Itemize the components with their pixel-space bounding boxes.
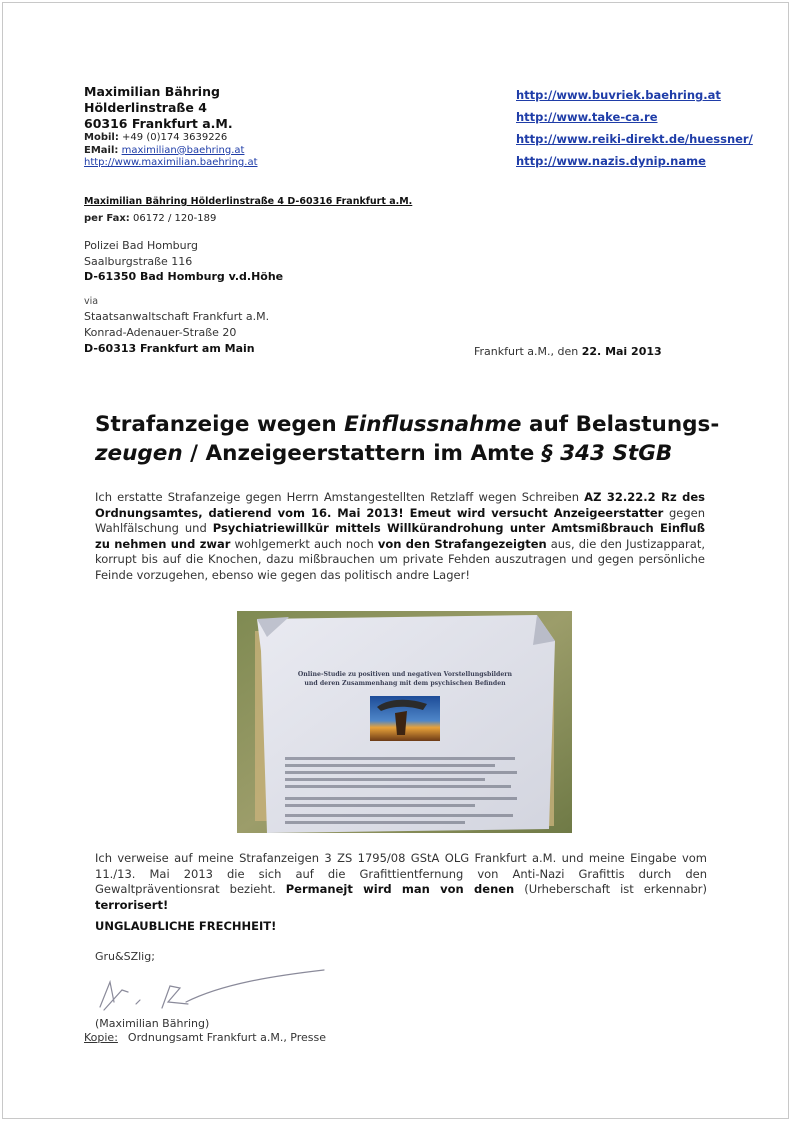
shout-line: UNGLAUBLICHE FRECHHEIT!	[95, 919, 277, 933]
recipient-line-2: Saalburgstraße 116	[84, 254, 193, 268]
title-line-1	[95, 410, 719, 439]
body-seg-1: Ich erstatte Strafanzeige gegen Herrn Amstangestellten Retzlaff wegen Schreiben	[95, 490, 585, 504]
date-line	[474, 345, 662, 358]
link-list	[516, 84, 753, 172]
email-link[interactable]: maximilian@baehring.at	[121, 144, 245, 156]
sender-email-line	[84, 145, 258, 158]
fax-line	[84, 213, 216, 224]
body-seg-2: AZ 32.22.2 Rz des Ordnungsamtes, datierend vom 16. Mai 2013! Emeut wird versucht Anzeigeerstatter	[95, 490, 705, 520]
signature-name: (Maximilian Bähring)	[95, 1017, 210, 1030]
fax-number: 06172 / 120-189	[132, 213, 217, 224]
title-part-5: / Anzeigeerstattern im Amte	[182, 441, 542, 466]
link-buvriek[interactable]: http://www.buvriek.baehring.at	[516, 88, 721, 102]
flyer-photo	[237, 611, 572, 833]
body-paragraph	[95, 490, 705, 583]
sender-block	[84, 84, 258, 170]
body-seg-7: aus, die den Justizapparat, korrupt bis auf die Knochen, dazu mißbrauchen um private Fehden auszutragen und gegen persönliche Feinde vorzugehen, ebenso wie gegen das politisch andre Lager!	[95, 536, 705, 582]
photo-title-line-2: und deren Zusammenhang mit dem psychischen Befinden	[304, 680, 506, 687]
via-line-3: D-60313 Frankfurt am Main	[84, 342, 255, 355]
fax-label: per Fax:	[84, 213, 130, 224]
mobile-label: Mobil:	[84, 132, 119, 143]
title-part-3: auf Belastungs-	[521, 412, 720, 437]
recipient-line-3: D-61350 Bad Homburg v.d.Höhe	[84, 270, 284, 283]
body2-seg-2: Permanejt wird man von denen	[285, 882, 515, 896]
photo-title-line-1: Online-Studie zu positiven und negativen Vorstellungsbildern	[297, 671, 513, 678]
website-link[interactable]: http://www.maximilian.baehring.at	[84, 157, 258, 168]
body-seg-5: wohlgemerkt auch noch	[230, 536, 378, 551]
via-block	[84, 309, 269, 357]
title-part-2: Einflussnahme	[344, 412, 522, 437]
title-line-2	[95, 439, 719, 468]
date-prefix: Frankfurt a.M., den	[474, 345, 582, 358]
handwritten-signature	[92, 962, 332, 1022]
recipient-block	[84, 238, 283, 285]
title-part-6: § 343 StGB	[541, 441, 673, 466]
body2-seg-3: (Urheberschaft ist erkennabr)	[514, 882, 707, 896]
link-nazis[interactable]: http://www.nazis.dynip.name	[516, 154, 706, 168]
flyer-photo-graphic	[237, 611, 572, 833]
link-take-care[interactable]: http://www.take-ca.re	[516, 110, 658, 124]
sender-website-line	[84, 157, 258, 170]
sender-mobile-line	[84, 132, 258, 145]
body-paragraph-2	[95, 851, 707, 913]
via-line-2: Konrad-Adenauer-Straße 20	[84, 326, 237, 339]
return-address: Maximilian Bähring Hölderlinstraße 4 D-60316 Frankfurt a.M.	[84, 196, 413, 207]
mobile-number: +49 (0)174 3639226	[122, 132, 228, 143]
document-title	[95, 410, 719, 468]
via-label: via	[84, 296, 99, 307]
copy-label: Kopie:	[84, 1031, 118, 1044]
via-line-1: Staatsanwaltschaft Frankfurt a.M.	[84, 310, 270, 323]
sender-name: Maximilian Bähring	[84, 84, 220, 99]
sender-street: Hölderlinstraße 4	[84, 100, 207, 115]
body-seg-6: von den Strafangezeigten	[377, 536, 547, 551]
body-seg-3: gegen Wahlfälschung und	[95, 505, 705, 535]
date-value: 22. Mai 2013	[581, 345, 662, 358]
title-part-1: Strafanzeige wegen	[95, 412, 345, 437]
copy-line	[84, 1031, 326, 1044]
title-part-4: zeugen	[95, 441, 183, 466]
body2-seg-1: Ich verweise auf meine Strafanzeigen 3 ZS 1795/08 GStA OLG Frankfurt a.M. und meine Eingabe vom 11./13. Mai 2013 die sich auf die Grafittientfernung von Anti-Nazi Grafittis durch den Gewaltpräventionsrat bezieht.	[95, 851, 707, 896]
email-label: EMail:	[84, 144, 119, 156]
body-seg-4: Psychiatriewillkür mittels Willkürandrohung unter Amtsmißbrauch Einfluß zu nehmen und zwar	[95, 521, 706, 551]
body2-seg-4: terrorisert!	[95, 897, 169, 912]
copy-text: Ordnungsamt Frankfurt a.M., Presse	[127, 1031, 327, 1044]
greeting: Gru&SZlig;	[95, 950, 155, 963]
recipient-line-1: Polizei Bad Homburg	[84, 239, 198, 252]
sender-city: 60316 Frankfurt a.M.	[84, 116, 233, 131]
link-reiki[interactable]: http://www.reiki-direkt.de/huessner/	[516, 132, 753, 146]
